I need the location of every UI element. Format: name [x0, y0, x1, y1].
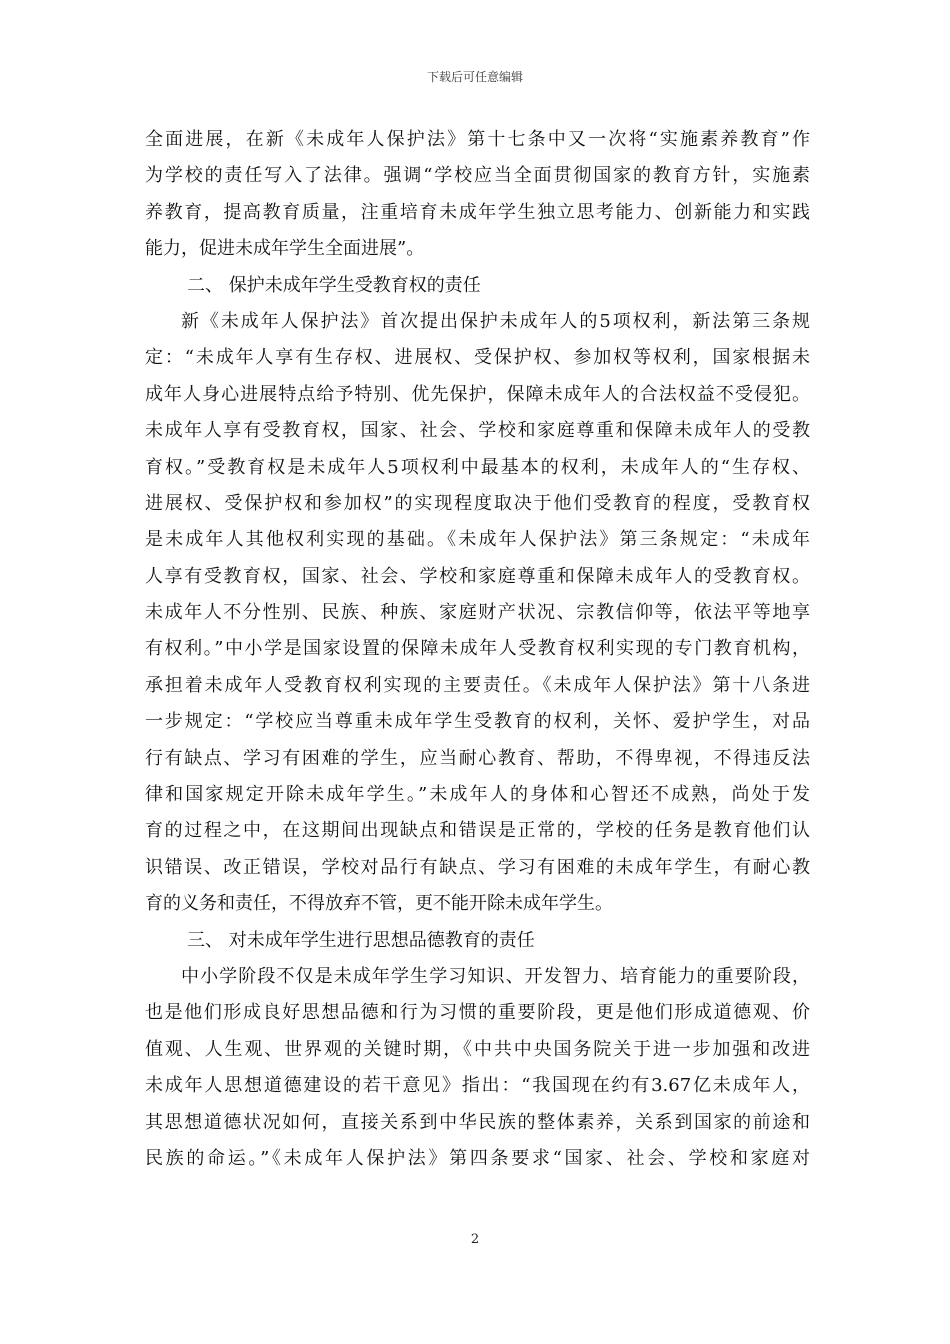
- text-line: 养教育，提高教育质量，注重培育未成年学生独立思考能力、创新能力和实践: [145, 201, 810, 223]
- document-body: [145, 122, 810, 1177]
- text-line: 其思想道德状况如何，直接关系到中华民族的整体素养，关系到国家的前途和: [145, 1111, 810, 1133]
- text-line: 未成年人不分性别、民族、种族、家庭财产状况、宗教信仰等，依法平等地享: [145, 602, 810, 624]
- text-line: 新《未成年人保护法》首次提出保护未成年人的5项权利，新法第三条规: [181, 310, 810, 332]
- text-line: 中小学阶段不仅是未成年学生学习知识、开发智力、培育能力的重要阶段，: [181, 965, 810, 987]
- text-line: 定：“未成年人享有生存权、进展权、受保护权、参加权等权利，国家根据未: [145, 347, 810, 369]
- text-line: 未成年人享有受教育权，国家、社会、学校和家庭尊重和保障未成年人的受教: [145, 420, 810, 442]
- text-line: 行有缺点、学习有困难的学生，应当耐心教育、帮助，不得卑视，不得违反法: [145, 747, 810, 769]
- text-line: 育的过程之中，在这期间出现缺点和错误是正常的，学校的任务是教育他们认: [145, 820, 810, 842]
- text-line: 有权利。”中小学是国家设置的保障未成年人受教育权利实现的专门教育机构，: [145, 638, 810, 660]
- text-line: 民族的命运。”《未成年人保护法》第四条要求“国家、社会、学校和家庭对: [145, 1147, 810, 1169]
- text-line: 也是他们形成良好思想品德和行为习惯的重要阶段，更是他们形成道德观、价: [145, 1002, 810, 1024]
- text-line: 是未成年人其他权利实现的基础。《未成年人保护法》第三条规定：“未成年: [145, 529, 810, 551]
- text-line: 承担着未成年人受教育权利实现的主要责任。《未成年人保护法》第十八条进: [145, 674, 810, 696]
- text-line: 为学校的责任写入了法律。强调“学校应当全面贯彻国家的教育方针，实施素: [145, 165, 810, 187]
- page-header-note: 下载后可任意编辑: [426, 70, 523, 84]
- page-number: 2: [470, 1232, 480, 1247]
- text-line: 能力，促进未成年学生全面进展”。: [145, 238, 425, 260]
- text-line: 育的义务和责任，不得放弃不管，更不能开除未成年学生。: [145, 893, 613, 915]
- text-line: 一步规定：“学校应当尊重未成年学生受教育的权利，关怀、爱护学生，对品: [145, 711, 810, 733]
- text-line: 律和国家规定开除未成年学生。”未成年人的身体和心智还不成熟，尚处于发: [145, 784, 810, 806]
- text-line: 全面进展，在新《未成年人保护法》第十七条中又一次将“实施素养教育”作: [145, 129, 810, 150]
- text-line: 识错误、改正错误，学校对品行有缺点、学习有困难的未成年学生，有耐心教: [145, 856, 810, 878]
- text-line: 人享有受教育权，国家、社会、学校和家庭尊重和保障未成年人的受教育权。: [145, 565, 810, 587]
- text-line: 值观、人生观、世界观的关键时期，《中共中央国务院关于进一步加强和改进: [145, 1038, 810, 1060]
- text-line: 育权。”受教育权是未成年人5项权利中最基本的权利，未成年人的“生存权、: [145, 456, 810, 478]
- section-heading: 三、 对未成年学生进行思想品德教育的责任: [187, 929, 535, 951]
- text-line: 成年人身心进展特点给予特别、优先保护，保障未成年人的合法权益不受侵犯。: [145, 383, 810, 405]
- text-line: 未成年人思想道德建设的若干意见》指出：“我国现在约有3.67亿未成年人，: [145, 1075, 810, 1097]
- section-heading: 二、 保护未成年学生受教育权的责任: [187, 274, 481, 296]
- text-line: 进展权、受保护权和参加权”的实现程度取决于他们受教育的程度，受教育权: [145, 492, 810, 514]
